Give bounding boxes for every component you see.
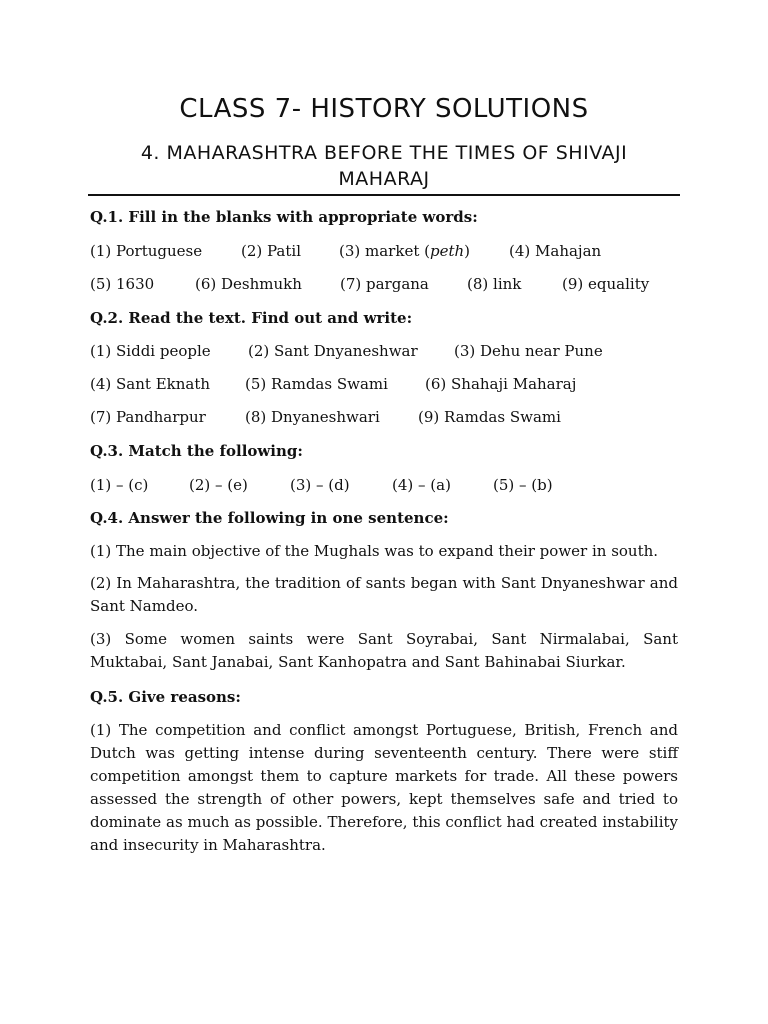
page-title: CLASS 7- HISTORY SOLUTIONS [179, 94, 589, 124]
q2-answer-8: (8) Dnyaneshwari [245, 408, 380, 426]
q2-answer-4: (4) Sant Eknath [90, 375, 211, 393]
q1-answer-8: (8) link [467, 275, 522, 293]
q3-answer-4: (4) – (a) [392, 476, 451, 494]
q1-answer-7: (7) pargana [340, 275, 429, 293]
q3-answer-1: (1) – (c) [90, 476, 149, 494]
q1-answer-2: (2) Patil [241, 242, 301, 260]
q2-answer-3: (3) Dehu near Pune [454, 342, 603, 360]
q3-heading: Q.3. Match the following: [90, 442, 303, 460]
chapter-title: 4. MAHARASHTRA BEFORE THE TIMES OF SHIVAJI MAHARAJ [140, 142, 628, 190]
q2-answer-7: (7) Pandharpur [90, 408, 206, 426]
q1-answer-6: (6) Deshmukh [195, 275, 302, 293]
q1-heading: Q.1. Fill in the blanks with appropriate words: [90, 208, 478, 226]
q1-answer-5: (5) 1630 [90, 275, 155, 293]
q2-answer-9: (9) Ramdas Swami [418, 408, 561, 426]
q2-answer-6: (6) Shahaji Maharaj [425, 375, 577, 393]
q5-answer-1: (1) The competition and conflict amongst Portuguese, British, French and Dutch was getting intense during seventeenth century. There were stiff competition amongst them to capture markets for trade. All these powers assessed the strength of other powers, kept themselves safe and tried to dominate as much as possible. Therefore, this conflict had created instability and insecurity in Maharashtra. [90, 721, 678, 854]
q2-answer-2: (2) Sant Dnyaneshwar [248, 342, 418, 360]
q1-answer-3: (3) market (peth) [339, 242, 470, 260]
q3-answer-5: (5) – (b) [493, 476, 553, 494]
q2-heading: Q.2. Read the text. Find out and write: [90, 309, 413, 327]
q3-answer-2: (2) – (e) [189, 476, 248, 494]
q2-answer-5: (5) Ramdas Swami [245, 375, 388, 393]
q4-answer-2: (2) In Maharashtra, the tradition of sants began with Sant Dnyaneshwar and Sant Namdeo. [90, 574, 678, 615]
q2-answer-1: (1) Siddi people [90, 342, 211, 360]
q4-heading: Q.4. Answer the following in one sentence: [90, 509, 449, 527]
q4-answer-1: (1) The main objective of the Mughals was to expand their power in south. [90, 542, 659, 560]
q1-answer-9: (9) equality [562, 275, 650, 293]
q4-answer-3: (3) Some women saints were Sant Soyrabai, Sant Nirmalabai, Sant Muktabai, Sant Janabai, Sant Kanhopatra and Sant Bahinabai Siurkar. [90, 630, 678, 671]
title-divider [88, 194, 680, 196]
q1-answer-4: (4) Mahajan [509, 242, 602, 260]
q1-answer-1: (1) Portuguese [90, 242, 203, 260]
q5-heading: Q.5. Give reasons: [90, 688, 241, 706]
q3-answer-3: (3) – (d) [290, 476, 350, 494]
